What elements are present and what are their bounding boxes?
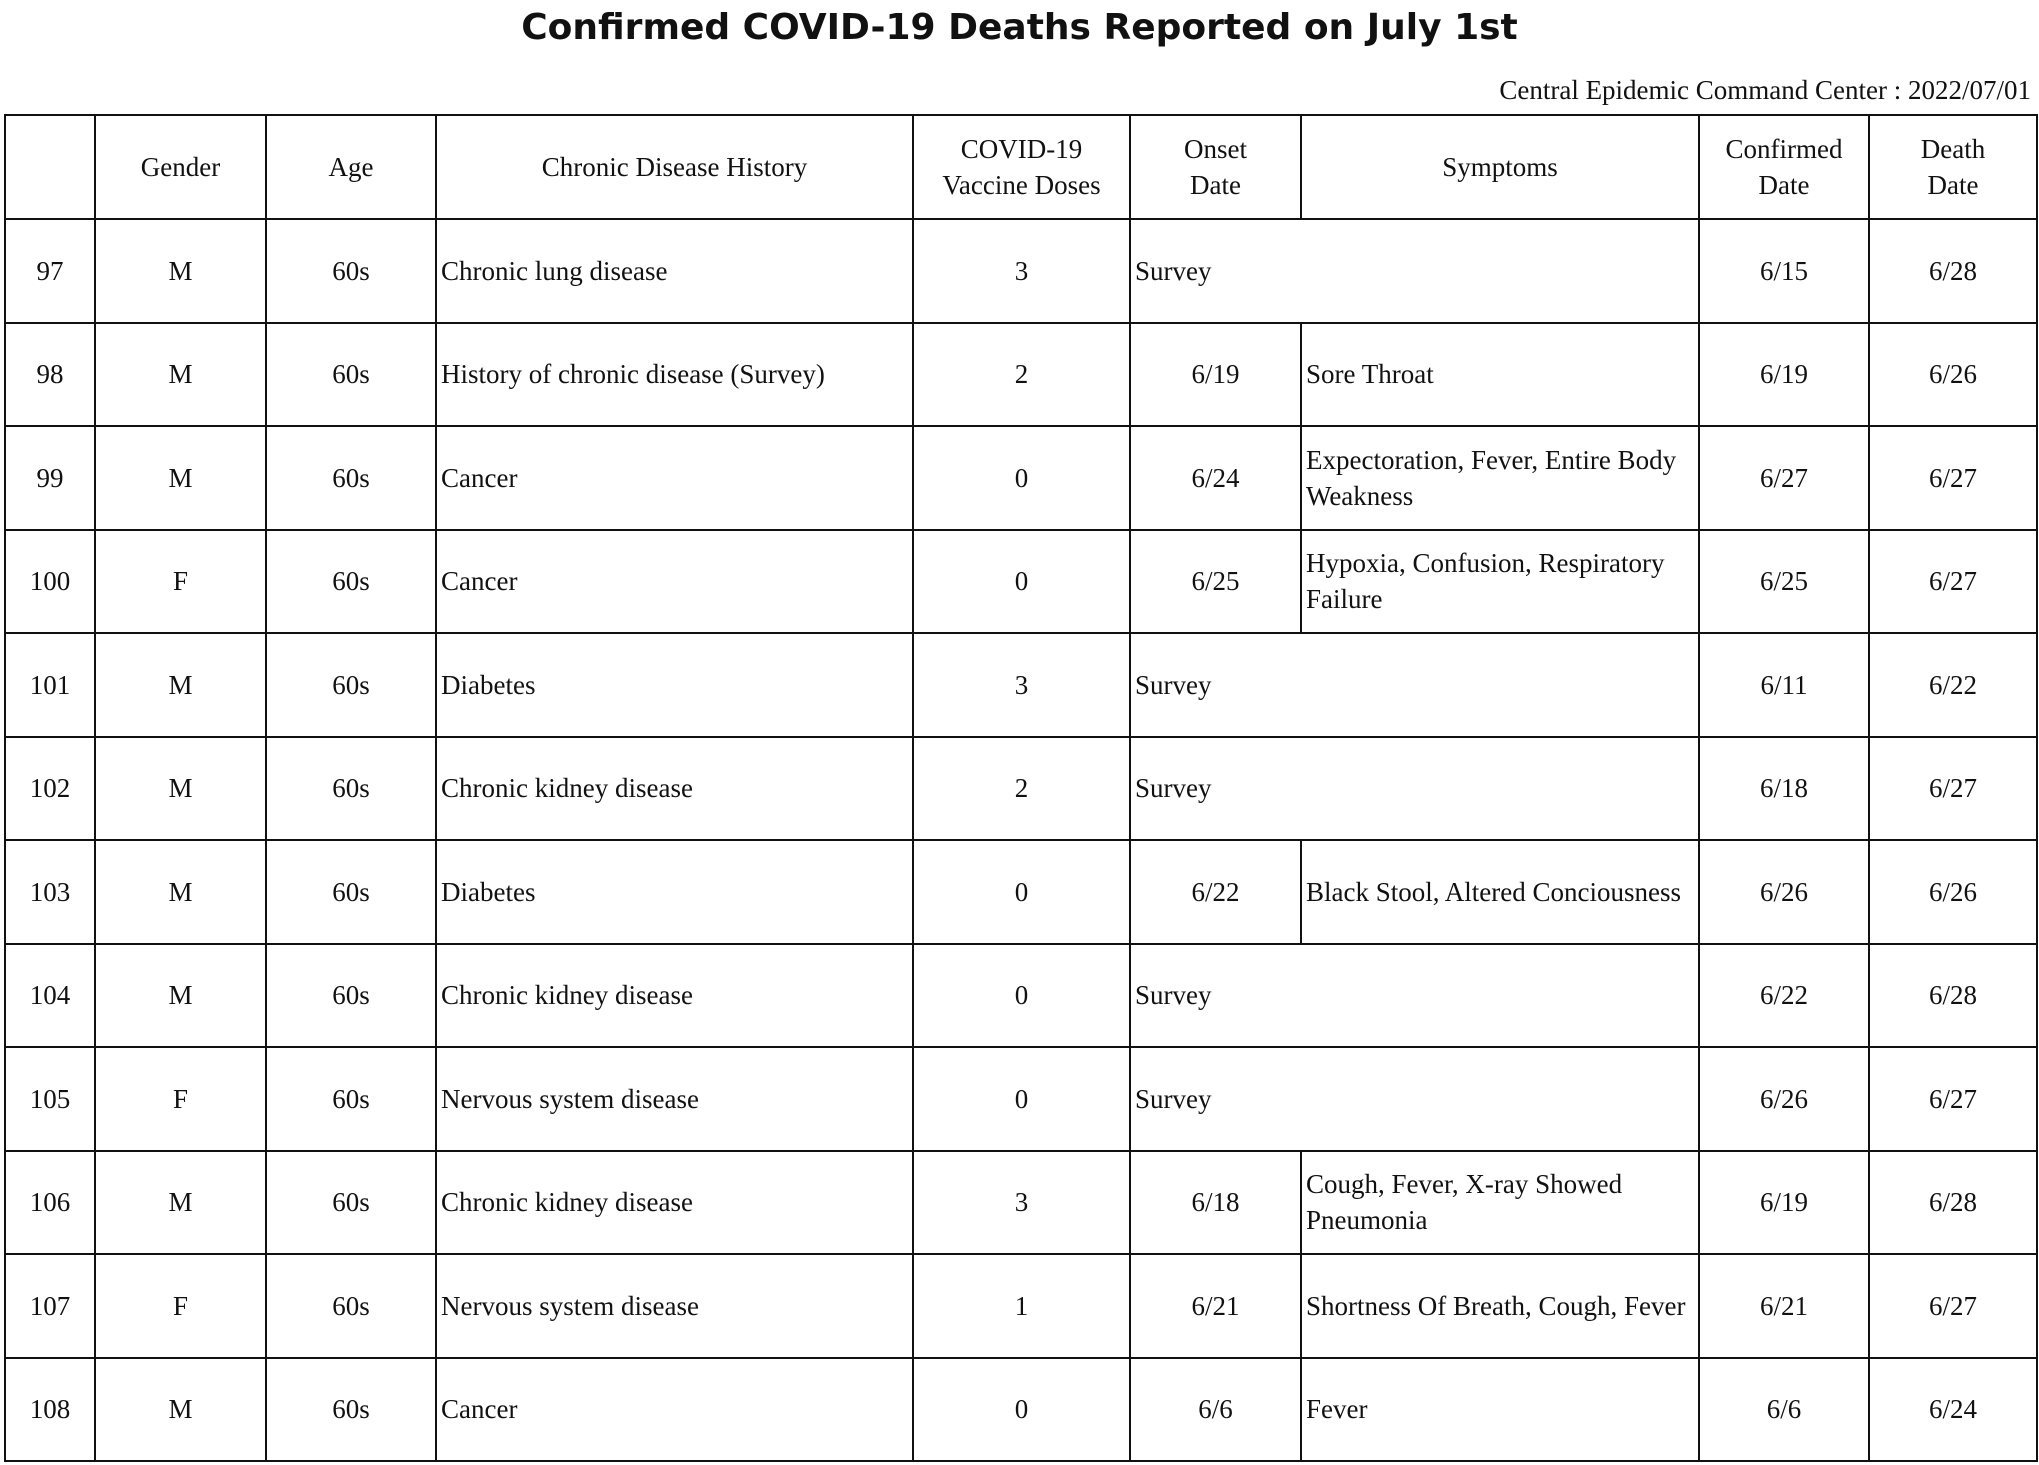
symptoms-cell: Black Stool, Altered Conciousness [1301,840,1699,944]
case-number-cell: 99 [5,426,95,530]
header-gender: Gender [95,115,266,219]
header-age: Age [266,115,436,219]
header-confirmed-line1: Confirmed [1725,134,1843,164]
confirmed-date-cell: 6/18 [1699,737,1869,841]
onset-date-cell: 6/21 [1130,1254,1301,1358]
table-row [5,219,2037,323]
age-cell: 60s [266,1358,436,1462]
death-date-cell: 6/27 [1869,1254,2037,1358]
chronic-disease-cell: Chronic kidney disease [436,737,913,841]
header-vaccine-doses [913,115,1130,219]
gender-cell: F [95,1254,266,1358]
gender-cell: M [95,840,266,944]
death-date-cell: 6/28 [1869,219,2037,323]
chronic-disease-cell: Chronic kidney disease [436,1151,913,1255]
case-number-cell: 100 [5,530,95,634]
death-date-cell: 6/26 [1869,323,2037,427]
onset-date-cell: 6/22 [1130,840,1301,944]
confirmed-date-cell: 6/25 [1699,530,1869,634]
case-number-cell: 106 [5,1151,95,1255]
age-cell: 60s [266,1047,436,1151]
vaccine-doses-cell: 1 [913,1254,1130,1358]
confirmed-date-cell: 6/11 [1699,633,1869,737]
vaccine-doses-cell: 2 [913,737,1130,841]
vaccine-doses-cell: 0 [913,530,1130,634]
deaths-table [4,114,2038,1462]
chronic-disease-cell: Nervous system disease [436,1254,913,1358]
confirmed-date-cell: 6/22 [1699,944,1869,1048]
death-date-cell: 6/28 [1869,1151,2037,1255]
symptoms-cell: Sore Throat [1301,323,1699,427]
header-confirmed-line2: Date [1758,170,1810,200]
confirmed-date-cell: 6/27 [1699,426,1869,530]
header-onset-line2: Date [1190,170,1241,200]
chronic-disease-cell: Cancer [436,1358,913,1462]
header-symptoms: Symptoms [1301,115,1699,219]
age-cell: 60s [266,737,436,841]
death-date-cell: 6/26 [1869,840,2037,944]
death-date-cell: 6/27 [1869,737,2037,841]
page-title: Confirmed COVID-19 Deaths Reported on July 1st [521,7,1518,48]
confirmed-date-cell: 6/21 [1699,1254,1869,1358]
symptoms-cell: Expectoration, Fever, Entire Body Weakness [1301,426,1699,530]
onset-symptoms-merged-cell: Survey [1130,944,1699,1048]
chronic-disease-cell: Chronic lung disease [436,219,913,323]
table-row [5,633,2037,737]
gender-cell: M [95,1151,266,1255]
table-row [5,1254,2037,1358]
age-cell: 60s [266,530,436,634]
gender-cell: M [95,737,266,841]
table-row [5,1358,2037,1462]
vaccine-doses-cell: 0 [913,840,1130,944]
death-date-cell: 6/24 [1869,1358,2037,1462]
case-number-cell: 105 [5,1047,95,1151]
vaccine-doses-cell: 0 [913,1047,1130,1151]
table-row [5,1151,2037,1255]
table-row [5,426,2037,530]
header-onset-line1: Onset [1184,134,1247,164]
gender-cell: F [95,530,266,634]
onset-date-cell: 6/19 [1130,323,1301,427]
chronic-disease-cell: Chronic kidney disease [436,944,913,1048]
header-vaccine-doses-line2: Vaccine Doses [942,170,1101,200]
header-number [5,115,95,219]
onset-date-cell: 6/25 [1130,530,1301,634]
age-cell: 60s [266,1254,436,1358]
header-vaccine-doses-line1: COVID-19 [960,134,1083,164]
symptoms-cell: Cough, Fever, X-ray Showed Pneumonia [1301,1151,1699,1255]
vaccine-doses-cell: 3 [913,1151,1130,1255]
case-number-cell: 103 [5,840,95,944]
header-row [5,115,2037,219]
case-number-cell: 97 [5,219,95,323]
gender-cell: M [95,1358,266,1462]
age-cell: 60s [266,323,436,427]
chronic-disease-cell: Cancer [436,426,913,530]
case-number-cell: 108 [5,1358,95,1462]
age-cell: 60s [266,633,436,737]
header-onset-date [1130,115,1301,219]
vaccine-doses-cell: 0 [913,1358,1130,1462]
header-death-line1: Death [1920,134,1986,164]
vaccine-doses-cell: 3 [913,219,1130,323]
death-date-cell: 6/27 [1869,1047,2037,1151]
age-cell: 60s [266,944,436,1048]
gender-cell: M [95,633,266,737]
table-row [5,1047,2037,1151]
death-date-cell: 6/28 [1869,944,2037,1048]
onset-date-cell: 6/18 [1130,1151,1301,1255]
vaccine-doses-cell: 0 [913,426,1130,530]
case-number-cell: 98 [5,323,95,427]
confirmed-date-cell: 6/19 [1699,323,1869,427]
symptoms-cell: Fever [1301,1358,1699,1462]
table-row [5,323,2037,427]
case-number-cell: 101 [5,633,95,737]
gender-cell: M [95,219,266,323]
table-row [5,530,2037,634]
symptoms-cell: Shortness Of Breath, Cough, Fever [1301,1254,1699,1358]
confirmed-date-cell: 6/26 [1699,1047,1869,1151]
onset-symptoms-merged-cell: Survey [1130,737,1699,841]
gender-cell: M [95,323,266,427]
table-body [5,219,2037,1461]
confirmed-date-cell: 6/15 [1699,219,1869,323]
vaccine-doses-cell: 2 [913,323,1130,427]
death-date-cell: 6/27 [1869,530,2037,634]
death-date-cell: 6/27 [1869,426,2037,530]
onset-date-cell: 6/6 [1130,1358,1301,1462]
table-row [5,944,2037,1048]
age-cell: 60s [266,426,436,530]
confirmed-date-cell: 6/26 [1699,840,1869,944]
header-death-line2: Date [1927,170,1979,200]
symptoms-cell: Hypoxia, Confusion, Respiratory Failure [1301,530,1699,634]
gender-cell: M [95,944,266,1048]
confirmed-date-cell: 6/6 [1699,1358,1869,1462]
onset-symptoms-merged-cell: Survey [1130,633,1699,737]
age-cell: 60s [266,840,436,944]
table-row [5,840,2037,944]
onset-symptoms-merged-cell: Survey [1130,219,1699,323]
header-confirmed-date [1699,115,1869,219]
onset-date-cell: 6/24 [1130,426,1301,530]
vaccine-doses-cell: 0 [913,944,1130,1048]
chronic-disease-cell: Cancer [436,530,913,634]
case-number-cell: 104 [5,944,95,1048]
age-cell: 60s [266,1151,436,1255]
gender-cell: F [95,1047,266,1151]
header-death-date [1869,115,2037,219]
chronic-disease-cell: Diabetes [436,840,913,944]
source-caption: Central Epidemic Command Center : 2022/07/01 [1499,75,2031,105]
age-cell: 60s [266,219,436,323]
chronic-disease-cell: Diabetes [436,633,913,737]
case-number-cell: 102 [5,737,95,841]
vaccine-doses-cell: 3 [913,633,1130,737]
chronic-disease-cell: Nervous system disease [436,1047,913,1151]
case-number-cell: 107 [5,1254,95,1358]
table-row [5,737,2037,841]
death-date-cell: 6/22 [1869,633,2037,737]
confirmed-date-cell: 6/19 [1699,1151,1869,1255]
onset-symptoms-merged-cell: Survey [1130,1047,1699,1151]
chronic-disease-cell: History of chronic disease (Survey) [436,323,913,427]
gender-cell: M [95,426,266,530]
header-chronic-disease: Chronic Disease History [436,115,913,219]
